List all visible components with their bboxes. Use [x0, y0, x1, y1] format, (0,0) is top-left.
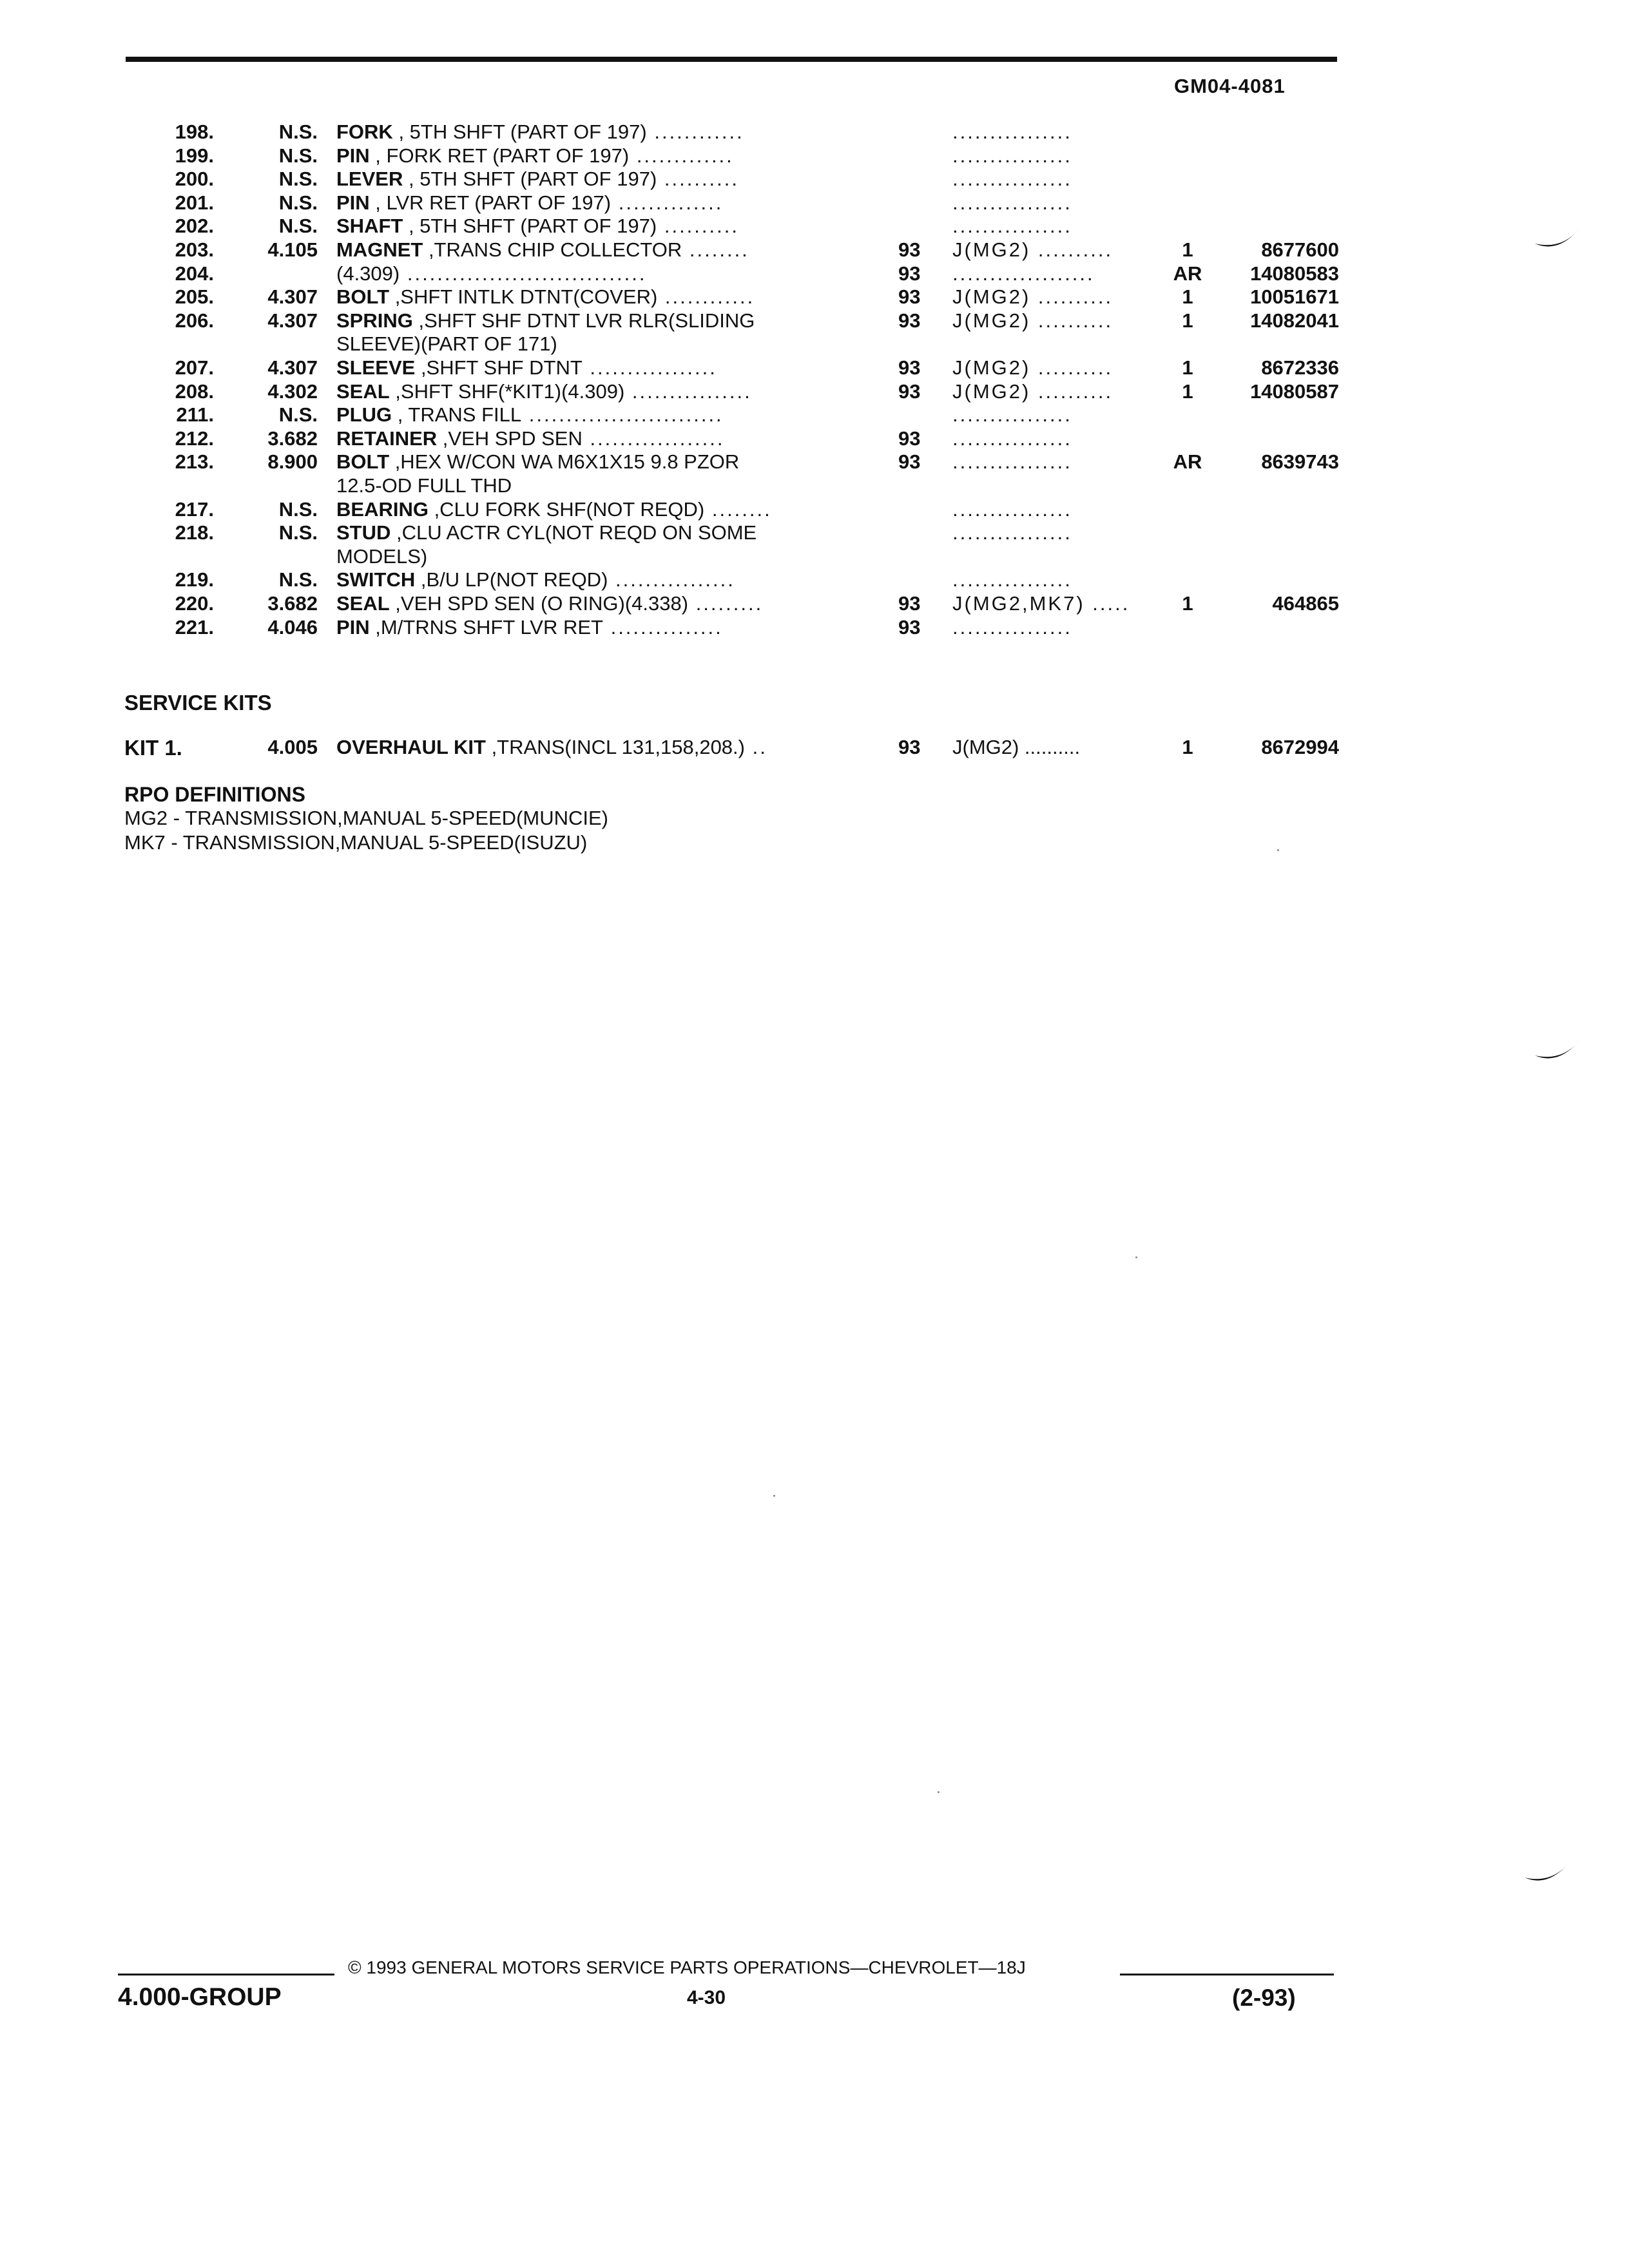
part-desc-text: ,HEX W/CON WA M6X1X15 9.8 PZOR [389, 450, 740, 474]
application: ................ [952, 450, 1072, 474]
part-name: PIN [336, 144, 370, 167]
part-description [336, 167, 852, 191]
group-number: 4.105 [267, 238, 318, 261]
model-year: 93 [898, 309, 921, 332]
part-desc-text: , 5TH SHFT (PART OF 197) [403, 168, 657, 191]
quantity: AR [1173, 262, 1202, 285]
binder-mark-icon [1532, 224, 1584, 256]
group-number: N.S. [278, 168, 318, 191]
binder-mark-icon [1532, 1036, 1584, 1068]
leader-dots: .......... [657, 215, 739, 238]
item-number: 200. [175, 168, 214, 191]
group-number: N.S. [278, 497, 318, 521]
service-kits-heading: SERVICE KITS [124, 691, 272, 715]
part-name: FORK [336, 120, 393, 143]
group-number: 8.900 [267, 450, 318, 474]
document-id: GM04-4081 [1174, 75, 1286, 97]
kit-label: KIT 1. [124, 736, 182, 760]
model-year: 93 [898, 356, 921, 379]
model-year: 93 [898, 285, 921, 309]
application: ................ [952, 497, 1072, 521]
leader-dots: ............... [602, 615, 723, 639]
quantity: 1 [1182, 380, 1193, 403]
part-description [336, 497, 852, 522]
part-description [336, 356, 852, 380]
leader-dots: ......... [688, 592, 764, 615]
part-desc-text: , LVR RET (PART OF 197) [369, 191, 612, 214]
footer-rule-right [1120, 1974, 1334, 1975]
item-number: 199. [175, 144, 214, 167]
part-name: RETAINER [336, 427, 438, 450]
scan-speck [938, 1791, 940, 1793]
scan-speck [1135, 1256, 1137, 1258]
model-year: 93 [898, 450, 921, 474]
application: J(MG2) .......... [952, 356, 1113, 379]
item-number: 208. [175, 380, 214, 403]
part-description [336, 144, 852, 168]
application: ................ [952, 403, 1072, 427]
group-number: N.S. [278, 568, 318, 591]
part-desc-text: ,TRANS CHIP COLLECTOR [423, 238, 682, 261]
model-year: 93 [898, 238, 921, 261]
part-description [336, 332, 852, 356]
group-number: N.S. [278, 144, 318, 167]
kit-application: J(MG2) .......... [952, 736, 1081, 758]
part-name: SLEEVE [336, 356, 416, 379]
part-desc-text: ,CLU FORK SHF(NOT REQD) [428, 497, 705, 521]
scan-speck [773, 1495, 775, 1497]
application: ................... [952, 262, 1095, 285]
quantity: 1 [1182, 309, 1193, 332]
application: ................ [952, 568, 1072, 591]
group-number: N.S. [278, 403, 318, 427]
part-desc-text: ,VEH SPD SEN (O RING)(4.338) [389, 592, 689, 615]
item-number: 218. [175, 521, 214, 544]
item-number: 219. [175, 568, 214, 591]
kit-name: OVERHAUL KIT [336, 736, 486, 758]
item-number: 221. [175, 615, 214, 639]
part-number: 464865 [1272, 592, 1339, 615]
part-number: 14080587 [1250, 380, 1339, 403]
part-desc-text: ,SHFT SHF DTNT LVR RLR(SLIDING [412, 309, 755, 332]
item-number: 217. [175, 497, 214, 521]
part-desc-text: ,SHFT INTLK DTNT(COVER) [389, 285, 658, 309]
part-desc-text: ,M/TRNS SHFT LVR RET [369, 615, 603, 639]
item-number: 212. [175, 427, 214, 450]
application: J(MG2) .......... [952, 285, 1113, 309]
part-description [336, 544, 852, 569]
part-description [336, 238, 852, 262]
application: ................ [952, 191, 1072, 214]
group-number: N.S. [278, 521, 318, 544]
part-description [336, 309, 852, 333]
part-description [336, 262, 852, 286]
leader-dots: .............. [611, 191, 724, 214]
part-number: 14082041 [1250, 309, 1339, 332]
part-name: PIN [336, 615, 370, 639]
footer-page-number: 4-30 [687, 1987, 726, 2008]
application: J(MG2) .......... [952, 309, 1113, 332]
rpo-line-mg2: MG2 - TRANSMISSION,MANUAL 5-SPEED(MUNCIE) [124, 807, 608, 829]
group-number: 4.307 [267, 356, 318, 379]
quantity: AR [1173, 450, 1202, 474]
item-number: 205. [175, 285, 214, 309]
part-name: MAGNET [336, 238, 423, 261]
application: J(MG2,MK7) ..... [952, 592, 1130, 615]
kit-desc-text: ,TRANS(INCL 131,158,208.) [485, 736, 745, 758]
application: J(MG2) .......... [952, 380, 1113, 403]
part-name: LEVER [336, 168, 403, 191]
group-number: N.S. [278, 120, 318, 143]
part-name: BEARING [336, 497, 429, 521]
group-number: 3.682 [267, 592, 318, 615]
part-number: 14080583 [1250, 262, 1339, 285]
part-description [336, 120, 852, 144]
part-name: STUD [336, 521, 391, 544]
quantity: 1 [1182, 592, 1193, 615]
kit-part-number: 8672994 [1261, 736, 1339, 758]
part-name: SEAL [336, 380, 390, 403]
part-description [336, 615, 852, 640]
part-desc-text: , TRANS FILL [392, 403, 522, 427]
part-name: SWITCH [336, 568, 416, 591]
item-number: 203. [175, 238, 214, 261]
group-number: 4.046 [267, 615, 318, 639]
leader-dots: ........ [682, 238, 749, 261]
part-description [336, 521, 852, 545]
rpo-heading: RPO DEFINITIONS [124, 783, 305, 806]
part-desc-text: , 5TH SHFT (PART OF 197) [403, 215, 657, 238]
group-number: N.S. [278, 215, 318, 238]
part-desc-text: ,SHFT SHF DTNT [415, 356, 583, 379]
application: ................ [952, 144, 1072, 167]
kit-group: 4.005 [267, 736, 318, 758]
part-name: PIN [336, 191, 370, 214]
item-number: 198. [175, 120, 214, 143]
part-desc-text: ,SHFT SHF(*KIT1)(4.309) [389, 380, 625, 403]
binder-mark-icon [1522, 1858, 1574, 1890]
leader-dots: .................. [582, 427, 725, 450]
application: ................ [952, 120, 1072, 143]
part-description [336, 450, 852, 474]
model-year: 93 [898, 592, 921, 615]
part-desc-text: ,B/U LP(NOT REQD) [415, 568, 608, 591]
part-description [336, 591, 852, 616]
item-number: 211. [176, 403, 214, 427]
footer-group: 4.000-GROUP [118, 1983, 282, 2011]
group-number: 4.302 [267, 380, 318, 403]
kit-quantity: 1 [1182, 736, 1193, 758]
leader-dots: ................ [608, 568, 735, 591]
footer-rule-left [118, 1974, 334, 1975]
part-desc-text: , 5TH SHFT (PART OF 197) [392, 120, 647, 143]
footer-date: (2-93) [1232, 1984, 1296, 2011]
part-description [336, 474, 852, 498]
part-description [336, 285, 852, 309]
part-desc-text: , FORK RET (PART OF 197) [369, 144, 630, 167]
part-name: PLUG [336, 403, 392, 427]
group-number: N.S. [278, 191, 318, 214]
part-number: 8677600 [1261, 238, 1339, 261]
part-name: SHAFT [336, 215, 403, 238]
part-description [336, 214, 852, 238]
part-description [336, 403, 852, 427]
part-desc-text: MODELS) [336, 544, 428, 568]
application: ................ [952, 427, 1072, 450]
leader-dots: ................ [624, 380, 752, 403]
group-number: 4.307 [267, 309, 318, 332]
kit-description [336, 735, 852, 760]
part-description [336, 191, 852, 215]
item-number: 220. [175, 592, 214, 615]
part-description [336, 568, 852, 592]
part-name: SEAL [336, 592, 390, 615]
item-number: 201. [175, 191, 214, 214]
part-desc-text: 12.5-OD FULL THD [336, 474, 512, 497]
leader-dots: ........ [704, 497, 772, 521]
part-desc-text: ,CLU ACTR CYL(NOT REQD ON SOME [390, 521, 757, 544]
application: ................ [952, 615, 1072, 639]
item-number: 204. [175, 262, 214, 285]
quantity: 1 [1182, 356, 1193, 379]
leader-dots: ............. [629, 144, 734, 167]
leader-dots: .......................... [521, 403, 724, 427]
part-desc-text: ,VEH SPD SEN [437, 427, 583, 450]
model-year: 93 [898, 262, 921, 285]
leader-dots: ................. [582, 356, 717, 379]
group-number: 4.307 [267, 285, 318, 309]
leader-dots: ............ [646, 120, 744, 143]
footer-copyright: © 1993 GENERAL MOTORS SERVICE PARTS OPERATIONS—CHEVROLET—18J [348, 1957, 1026, 1977]
item-number: 213. [175, 450, 214, 474]
part-number: 10051671 [1250, 285, 1339, 309]
part-name: SPRING [336, 309, 413, 332]
application: J(MG2) .......... [952, 238, 1113, 261]
model-year: 93 [898, 427, 921, 450]
kit-year: 93 [898, 736, 921, 758]
application: ................ [952, 215, 1072, 238]
application: ................ [952, 168, 1072, 191]
application: ................ [952, 521, 1072, 544]
part-desc-text: SLEEVE)(PART OF 171) [336, 332, 557, 356]
item-number: 206. [175, 309, 214, 332]
model-year: 93 [898, 615, 921, 639]
part-number: 8672336 [1261, 356, 1339, 379]
kit-leader: .. [744, 736, 767, 758]
item-number: 207. [175, 356, 214, 379]
model-year: 93 [898, 380, 921, 403]
part-desc-text: (4.309) [336, 262, 400, 285]
part-number: 8639743 [1261, 450, 1339, 474]
scan-speck [1277, 849, 1279, 851]
group-number: 3.682 [267, 427, 318, 450]
part-name: BOLT [336, 450, 390, 474]
leader-dots: .......... [657, 168, 740, 191]
leader-dots: ................................ [400, 262, 647, 285]
rpo-line-mk7: MK7 - TRANSMISSION,MANUAL 5-SPEED(ISUZU) [124, 831, 588, 854]
item-number: 202. [175, 215, 214, 238]
leader-dots: ............ [657, 285, 755, 309]
part-description [336, 380, 852, 404]
quantity: 1 [1182, 285, 1193, 309]
top-rule [126, 57, 1337, 62]
quantity: 1 [1182, 238, 1193, 261]
part-description [336, 427, 852, 451]
part-name: BOLT [336, 285, 390, 309]
